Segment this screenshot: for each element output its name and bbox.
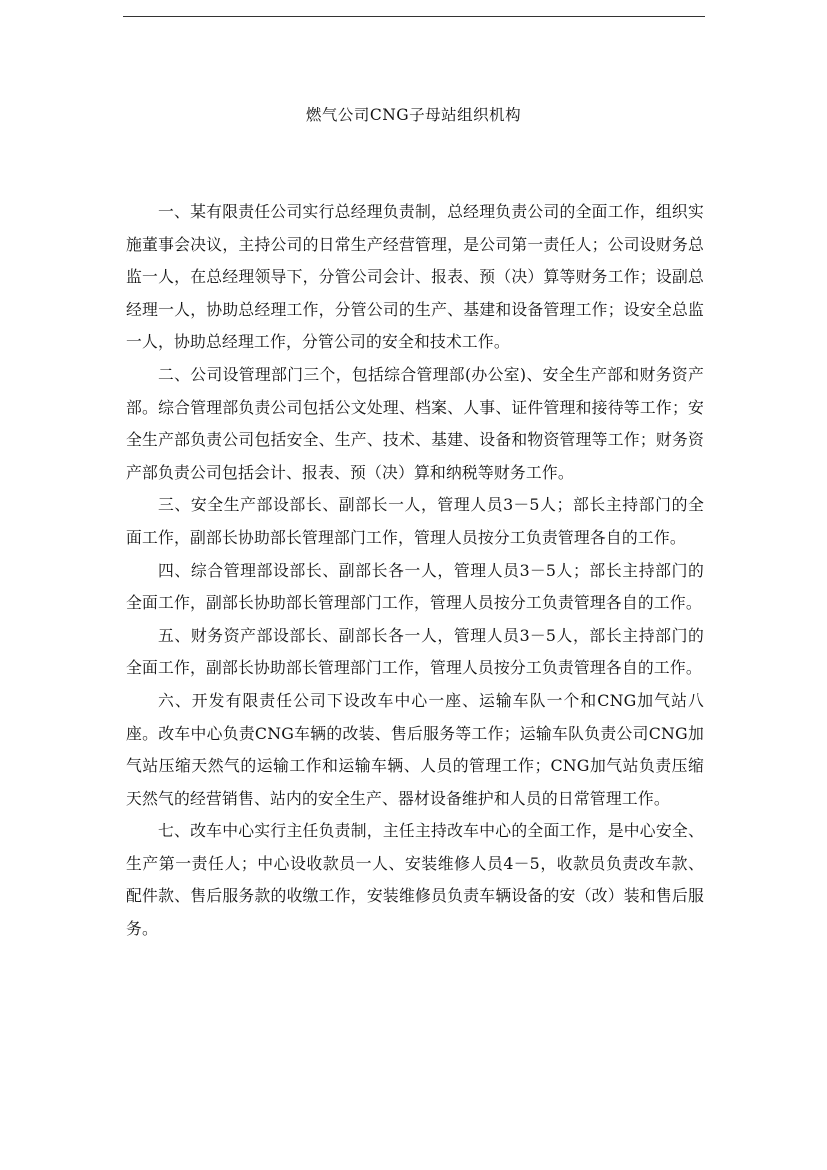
paragraph-2: 二、公司设管理部门三个，包括综合管理部(办公室)、安全生产部和财务资产部。综合管理部负责公司包括公文处理、档案、人事、证件管理和接待等工作；安全生产部负责公司包括安全、生产、技术、基建、设备和物资管理等工作；财务资产部负责公司包括会计、报表、预（决）算和纳税等财务工作。: [126, 364, 704, 482]
document-title: 燃气公司CNG子母站组织机构: [305, 106, 522, 124]
paragraph-4: 四、综合管理部设部长、副部长各一人，管理人员3－5人；部长主持部门的全面工作，副部长协助部长管理部门工作，管理人员按分工负责管理各自的工作。: [126, 560, 704, 613]
document-body: [126, 196, 704, 946]
paragraph-3: 三、安全生产部设部长、副部长一人，管理人员3－5人；部长主持部门的全面工作，副部长协助部长管理部门工作，管理人员按分工负责管理各自的工作。: [126, 495, 704, 547]
paragraph-7: 七、改车中心实行主任负责制，主任主持改车中心的全面工作，是中心安全、生产第一责任人；中心设收款员一人、安装维修人员4－5，收款员负责改车款、配件款、售后服务款的收缴工作，安装维修员负责车辆设备的安（改）装和售后服务。: [126, 821, 704, 939]
paragraph-1: 一、某有限责任公司实行总经理负责制，总经理负责公司的全面工作，组织实施董事会决议，主持公司的日常生产经营管理，是公司第一责任人；公司设财务总监一人，在总经理领导下，分管公司会计、报表、预（决）算等财务工作；设副总经理一人，协助总经理工作，分管公司的生产、基建和设备管理工作；设安全总监一人，协助总经理工作，分管公司的安全和技术工作。: [126, 202, 704, 352]
paragraph-5: 五、财务资产部设部长、副部长各一人，管理人员3－5人，部长主持部门的全面工作，副部长协助部长管理部门工作，管理人员按分工负责管理各自的工作。: [126, 625, 704, 678]
header-rule: [123, 16, 705, 17]
paragraph-6: 六、开发有限责任公司下设改车中心一座、运输车队一个和CNG加气站八座。改车中心负责CNG车辆的改装、售后服务等工作；运输车队负责公司CNG加气站压缩天然气的运输工作和运输车辆、人员的管理工作；CNG加气站负责压缩天然气的经营销售、站内的安全生产、器材设备维护和人员的日常管理工作。: [126, 690, 704, 808]
